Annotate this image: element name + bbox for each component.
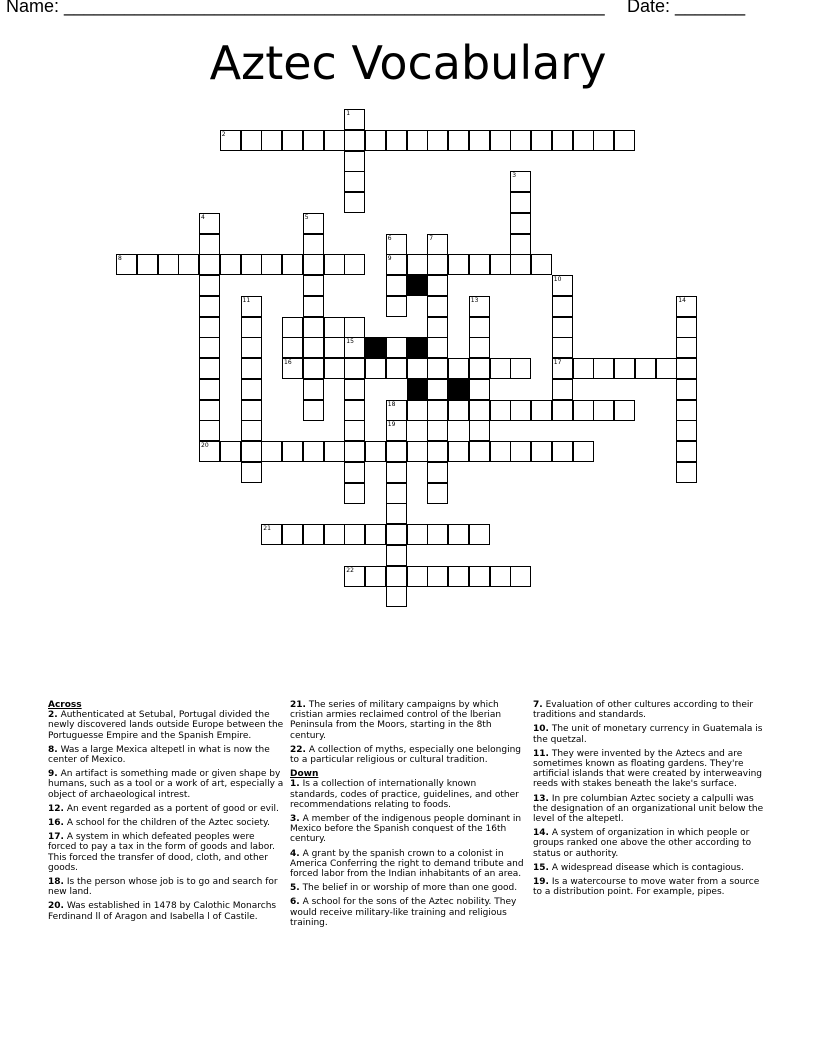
grid-cell[interactable] (676, 296, 697, 317)
across-heading: Across (48, 700, 82, 710)
clue-number: 7 (429, 234, 434, 242)
clue-number: 5 (304, 213, 309, 221)
grid-cell[interactable] (510, 566, 531, 587)
clue-down-3: 3. A member of the indigenous people dominant in Mexico before the Spanish conquest of the 16th century. (290, 814, 522, 845)
grid-cell[interactable] (407, 524, 428, 545)
clue-across-8: 8. Was a large Mexica altepetl in what is now the center of Mexico. (48, 744, 270, 766)
clue-number: 4 (201, 213, 205, 221)
grid-cell[interactable] (490, 358, 511, 379)
grid-cell[interactable] (241, 130, 262, 151)
grid-cell[interactable] (427, 296, 448, 317)
clue-down-14: 14. A system of organization in which people or groups ranked one above the other according to status or authority. (533, 828, 752, 859)
grid-cell[interactable] (261, 254, 282, 275)
grid-cell[interactable] (199, 420, 220, 441)
clue-down-19: 19. Is a watercourse to move water from a source to a distribution point. For example, pipes. (533, 877, 760, 898)
grid-cell[interactable] (427, 420, 448, 441)
name-line[interactable]: Name: ______________________________________________________ (6, 0, 605, 16)
clue-down-1: 1. Is a collection of internationally known standards, codes of practice, guidelines, and other recommendations relating to foods. (290, 779, 519, 810)
grid-cell[interactable] (469, 254, 490, 275)
grid-cell[interactable] (510, 358, 531, 379)
grid-cell[interactable] (241, 400, 262, 421)
grid-cell[interactable] (531, 254, 552, 275)
grid-cell[interactable] (552, 337, 573, 358)
grid-cell[interactable] (656, 358, 677, 379)
grid-cell[interactable] (386, 400, 407, 421)
grid-cell[interactable] (303, 130, 324, 151)
grid-cell[interactable] (303, 337, 324, 358)
grid-cell[interactable] (469, 317, 490, 338)
grid-cell[interactable] (573, 130, 594, 151)
grid-cell[interactable] (427, 254, 448, 275)
grid-cell[interactable] (199, 337, 220, 358)
grid-cell[interactable] (448, 524, 469, 545)
grid-cell[interactable] (448, 358, 469, 379)
grid-cell[interactable] (344, 130, 365, 151)
grid-cell[interactable] (386, 566, 407, 587)
clue-across-20: 20. Was established in 1478 by Calothic Monarchs Ferdinand ll of Aragon and Isabella l of Castile. (48, 901, 277, 922)
grid-cell[interactable] (448, 254, 469, 275)
grid-cell[interactable] (282, 441, 303, 462)
grid-cell[interactable] (344, 317, 365, 338)
grid-cell[interactable] (531, 400, 552, 421)
grid-cell[interactable] (241, 337, 262, 358)
grid-cell[interactable] (261, 524, 282, 545)
grid-cell[interactable] (324, 441, 345, 462)
grid-cell[interactable] (386, 586, 407, 607)
grid-cell[interactable] (199, 379, 220, 400)
grid-cell[interactable] (365, 130, 386, 151)
clue-number: 3 (512, 172, 517, 180)
clues-column-3 (533, 700, 769, 901)
grid-cell[interactable] (178, 254, 199, 275)
grid-cell[interactable] (593, 358, 614, 379)
grid-cell[interactable] (469, 358, 490, 379)
grid-cell[interactable] (199, 441, 220, 462)
grid-cell[interactable] (303, 441, 324, 462)
clue-number: 6 (387, 234, 392, 242)
grid-cell[interactable] (282, 317, 303, 338)
grid-cell[interactable] (137, 254, 158, 275)
grid-cell[interactable] (344, 441, 365, 462)
clue-number: 22 (346, 566, 354, 574)
grid-cell[interactable] (573, 358, 594, 379)
black-square (407, 337, 428, 358)
grid-cell[interactable] (552, 358, 573, 379)
grid-cell[interactable] (386, 483, 407, 504)
grid-cell[interactable] (365, 566, 386, 587)
grid-cell[interactable] (469, 130, 490, 151)
grid-cell[interactable] (469, 400, 490, 421)
grid-cell[interactable] (324, 358, 345, 379)
down-heading: Down (290, 769, 319, 780)
grid-cell[interactable] (344, 254, 365, 275)
grid-cell[interactable] (303, 379, 324, 400)
grid-cell[interactable] (552, 275, 573, 296)
grid-cell[interactable] (303, 358, 324, 379)
grid-cell[interactable] (324, 524, 345, 545)
grid-cell[interactable] (531, 441, 552, 462)
grid-cell[interactable] (469, 379, 490, 400)
grid-cell[interactable] (386, 503, 407, 524)
grid-cell[interactable] (676, 441, 697, 462)
grid-cell[interactable] (469, 566, 490, 587)
grid-cell[interactable] (407, 254, 428, 275)
grid-cell[interactable] (573, 441, 594, 462)
grid-cell[interactable] (241, 254, 262, 275)
grid-cell[interactable] (303, 524, 324, 545)
grid-cell[interactable] (407, 400, 428, 421)
grid-cell[interactable] (116, 254, 137, 275)
grid-cell[interactable] (199, 358, 220, 379)
grid-cell[interactable] (427, 462, 448, 483)
grid-cell[interactable] (386, 254, 407, 275)
grid-cell[interactable] (635, 358, 656, 379)
grid-cell[interactable] (427, 317, 448, 338)
grid-cell[interactable] (427, 234, 448, 255)
grid-cell[interactable] (199, 234, 220, 255)
grid-cell[interactable] (490, 441, 511, 462)
grid-cell[interactable] (676, 462, 697, 483)
grid-cell[interactable] (469, 524, 490, 545)
grid-cell[interactable] (469, 441, 490, 462)
grid-cell[interactable] (510, 254, 531, 275)
grid-cell[interactable] (593, 130, 614, 151)
grid-cell[interactable] (427, 483, 448, 504)
grid-cell[interactable] (344, 462, 365, 483)
grid-cell[interactable] (344, 566, 365, 587)
grid-cell[interactable] (386, 420, 407, 441)
grid-cell[interactable] (199, 400, 220, 421)
grid-cell[interactable] (344, 337, 365, 358)
grid-cell[interactable] (676, 379, 697, 400)
grid-cell[interactable] (614, 400, 635, 421)
grid-cell[interactable] (344, 171, 365, 192)
clue-across-2: 2. Authenticated at Setubal, Portugal divided the newly discovered lands outside Europe between the Portuguesse Empire and the Spanish Empire. (48, 710, 284, 741)
clue-number: 9 (387, 255, 392, 263)
grid-cell[interactable] (324, 317, 345, 338)
clue-number: 17 (553, 359, 562, 366)
clue-across-21: 21. The series of military campaigns by which cristian armies reclaimed control of the lberian Peninsula from the Moors, starting in the 8th century. (290, 700, 502, 741)
grid-cell[interactable] (427, 130, 448, 151)
grid-cell[interactable] (448, 130, 469, 151)
clue-across-16: 16. A school for the children of the Aztec society. (48, 818, 270, 829)
grid-cell[interactable] (490, 254, 511, 275)
grid-cell[interactable] (427, 566, 448, 587)
grid-cell[interactable] (510, 400, 531, 421)
grid-cell[interactable] (303, 275, 324, 296)
grid-cell[interactable] (282, 524, 303, 545)
grid-cell[interactable] (303, 296, 324, 317)
grid-cell[interactable] (241, 296, 262, 317)
grid-cell[interactable] (448, 441, 469, 462)
grid-cell[interactable] (386, 462, 407, 483)
grid-cell[interactable] (427, 337, 448, 358)
clue-number: 19 (387, 421, 396, 429)
black-square (365, 337, 386, 358)
grid-cell[interactable] (386, 358, 407, 379)
grid-cell[interactable] (427, 379, 448, 400)
grid-cell[interactable] (199, 275, 220, 296)
clue-down-10: 10. The unit of monetary currency in Guatemala is the quetzal. (533, 724, 763, 745)
grid-cell[interactable] (510, 171, 531, 192)
grid-cell[interactable] (344, 109, 365, 130)
grid-cell[interactable] (282, 130, 303, 151)
grid-cell[interactable] (552, 441, 573, 462)
grid-cell[interactable] (241, 317, 262, 338)
grid-cell[interactable] (676, 400, 697, 421)
clues-column-1 (48, 700, 284, 926)
grid-cell[interactable] (510, 234, 531, 255)
grid-cell[interactable] (552, 317, 573, 338)
clue-down-7: 7. Evaluation of other cultures according to their traditions and standards. (533, 700, 754, 721)
clue-across-17: 17. A system in which defeated peoples were forced to pay a tax in the form of goods and labor. This forced the transfer of dood, cloth, and other goods. (48, 832, 275, 873)
grid-cell[interactable] (220, 254, 241, 275)
clue-down-5: 5. The belief in or worship of more than one good. (290, 883, 518, 894)
clue-number: 1 (346, 110, 351, 117)
grid-cell[interactable] (510, 213, 531, 234)
grid-cell[interactable] (386, 130, 407, 151)
clue-across-18: 18. Is the person whose job is to go and search for new land. (48, 877, 278, 898)
clue-across-12: 12. An event regarded as a portent of good or evil. (48, 803, 279, 814)
grid-cell[interactable] (407, 358, 428, 379)
grid-cell[interactable] (241, 462, 262, 483)
black-square (407, 275, 428, 296)
grid-cell[interactable] (427, 358, 448, 379)
grid-cell[interactable] (448, 400, 469, 421)
grid-cell[interactable] (510, 441, 531, 462)
grid-cell[interactable] (614, 130, 635, 151)
clue-number: 18 (387, 400, 396, 408)
grid-cell[interactable] (573, 400, 594, 421)
grid-cell[interactable] (199, 213, 220, 234)
clue-number: 21 (263, 525, 271, 532)
grid-cell[interactable] (241, 441, 262, 462)
grid-cell[interactable] (676, 337, 697, 358)
clue-number: 8 (118, 255, 122, 263)
grid-cell[interactable] (199, 254, 220, 275)
grid-cell[interactable] (199, 296, 220, 317)
grid-cell[interactable] (261, 441, 282, 462)
clues-column-2 (290, 700, 526, 932)
grid-cell[interactable] (510, 192, 531, 213)
page-title: Aztec Vocabulary (209, 36, 607, 90)
grid-cell[interactable] (344, 151, 365, 172)
clue-number: 13 (470, 296, 479, 304)
grid-cell[interactable] (303, 234, 324, 255)
grid-cell[interactable] (241, 379, 262, 400)
grid-cell[interactable] (344, 483, 365, 504)
black-square (407, 379, 428, 400)
grid-cell[interactable] (427, 400, 448, 421)
clue-down-6: 6. A school for the sons of the Aztec nobility. They would receive military-like training and religious training. (290, 897, 517, 928)
grid-cell[interactable] (614, 358, 635, 379)
grid-cell[interactable] (365, 358, 386, 379)
grid-cell[interactable] (407, 566, 428, 587)
grid-cell[interactable] (676, 317, 697, 338)
grid-cell[interactable] (282, 254, 303, 275)
grid-cell[interactable] (344, 420, 365, 441)
grid-cell[interactable] (241, 358, 262, 379)
clue-down-13: 13. In pre columbian Aztec society a calpulli was the designation of an organizational unit below the level of the altepetl. (533, 793, 764, 825)
grid-cell[interactable] (386, 524, 407, 545)
grid-cell[interactable] (386, 275, 407, 296)
grid-cell[interactable] (344, 358, 365, 379)
clue-down-11: 11. They were invented by the Aztecs and are sometimes known as floating gardens. They're artificial islands that were created by interweaving reeds with stakes beneath the lake's surface. (533, 748, 763, 790)
grid-cell[interactable] (324, 337, 345, 358)
grid-cell[interactable] (490, 130, 511, 151)
grid-cell[interactable] (344, 379, 365, 400)
grid-cell[interactable] (386, 234, 407, 255)
grid-cell[interactable] (427, 275, 448, 296)
clue-number: 2 (221, 130, 226, 138)
grid-cell[interactable] (344, 192, 365, 213)
grid-cell[interactable] (552, 400, 573, 421)
grid-cell[interactable] (158, 254, 179, 275)
grid-cell[interactable] (552, 130, 573, 151)
grid-cell[interactable] (261, 130, 282, 151)
date-line[interactable]: Date: _______ (627, 0, 746, 16)
clue-number: 20 (201, 442, 209, 449)
grid-cell[interactable] (593, 400, 614, 421)
grid-cell[interactable] (303, 254, 324, 275)
grid-cell[interactable] (220, 441, 241, 462)
clue-down-4: 4. A grant by the spanish crown to a colonist in America Conferring the right to demand tribute and forced labor from the Indian inhabitants of an area. (290, 848, 524, 880)
grid-cell[interactable] (407, 441, 428, 462)
grid-cell[interactable] (365, 441, 386, 462)
grid-cell[interactable] (199, 317, 220, 338)
grid-cell[interactable] (324, 130, 345, 151)
grid-cell[interactable] (303, 400, 324, 421)
clue-number: 15 (346, 338, 354, 346)
grid-cell[interactable] (407, 130, 428, 151)
clue-number: 14 (678, 296, 686, 304)
grid-cell[interactable] (469, 296, 490, 317)
grid-cell[interactable] (386, 296, 407, 317)
clue-number: 16 (284, 359, 292, 366)
grid-cell[interactable] (344, 400, 365, 421)
grid-cell[interactable] (324, 254, 345, 275)
grid-cell[interactable] (282, 337, 303, 358)
grid-cell[interactable] (303, 317, 324, 338)
grid-cell[interactable] (490, 566, 511, 587)
grid-cell[interactable] (427, 524, 448, 545)
grid-cell[interactable] (469, 420, 490, 441)
grid-cell[interactable] (676, 420, 697, 441)
grid-cell[interactable] (282, 358, 303, 379)
grid-cell[interactable] (386, 545, 407, 566)
grid-cell[interactable] (303, 213, 324, 234)
grid-cell[interactable] (448, 566, 469, 587)
grid-cell[interactable] (427, 441, 448, 462)
clue-number: 11 (242, 296, 251, 304)
grid-cell[interactable] (386, 441, 407, 462)
black-square (448, 379, 469, 400)
grid-cell[interactable] (365, 524, 386, 545)
grid-cell[interactable] (469, 337, 490, 358)
grid-cell[interactable] (510, 130, 531, 151)
clue-across-22: 22. A collection of myths, especially one belonging to a particular religious or cultural tradition. (290, 744, 521, 766)
grid-cell[interactable] (386, 337, 407, 358)
grid-cell[interactable] (676, 358, 697, 379)
grid-cell[interactable] (531, 130, 552, 151)
grid-cell[interactable] (552, 296, 573, 317)
grid-cell[interactable] (344, 524, 365, 545)
grid-cell[interactable] (552, 379, 573, 400)
clue-number: 10 (553, 276, 562, 283)
clue-across-9: 9. An artifact is something made or given shape by humans, such as a tool or a work of art, especially a object of archaeological intrest. (48, 769, 284, 800)
clue-down-15: 15. A widespread disease which is contagious. (533, 862, 744, 873)
grid-cell[interactable] (241, 420, 262, 441)
grid-cell[interactable] (220, 130, 241, 151)
grid-cell[interactable] (490, 400, 511, 421)
